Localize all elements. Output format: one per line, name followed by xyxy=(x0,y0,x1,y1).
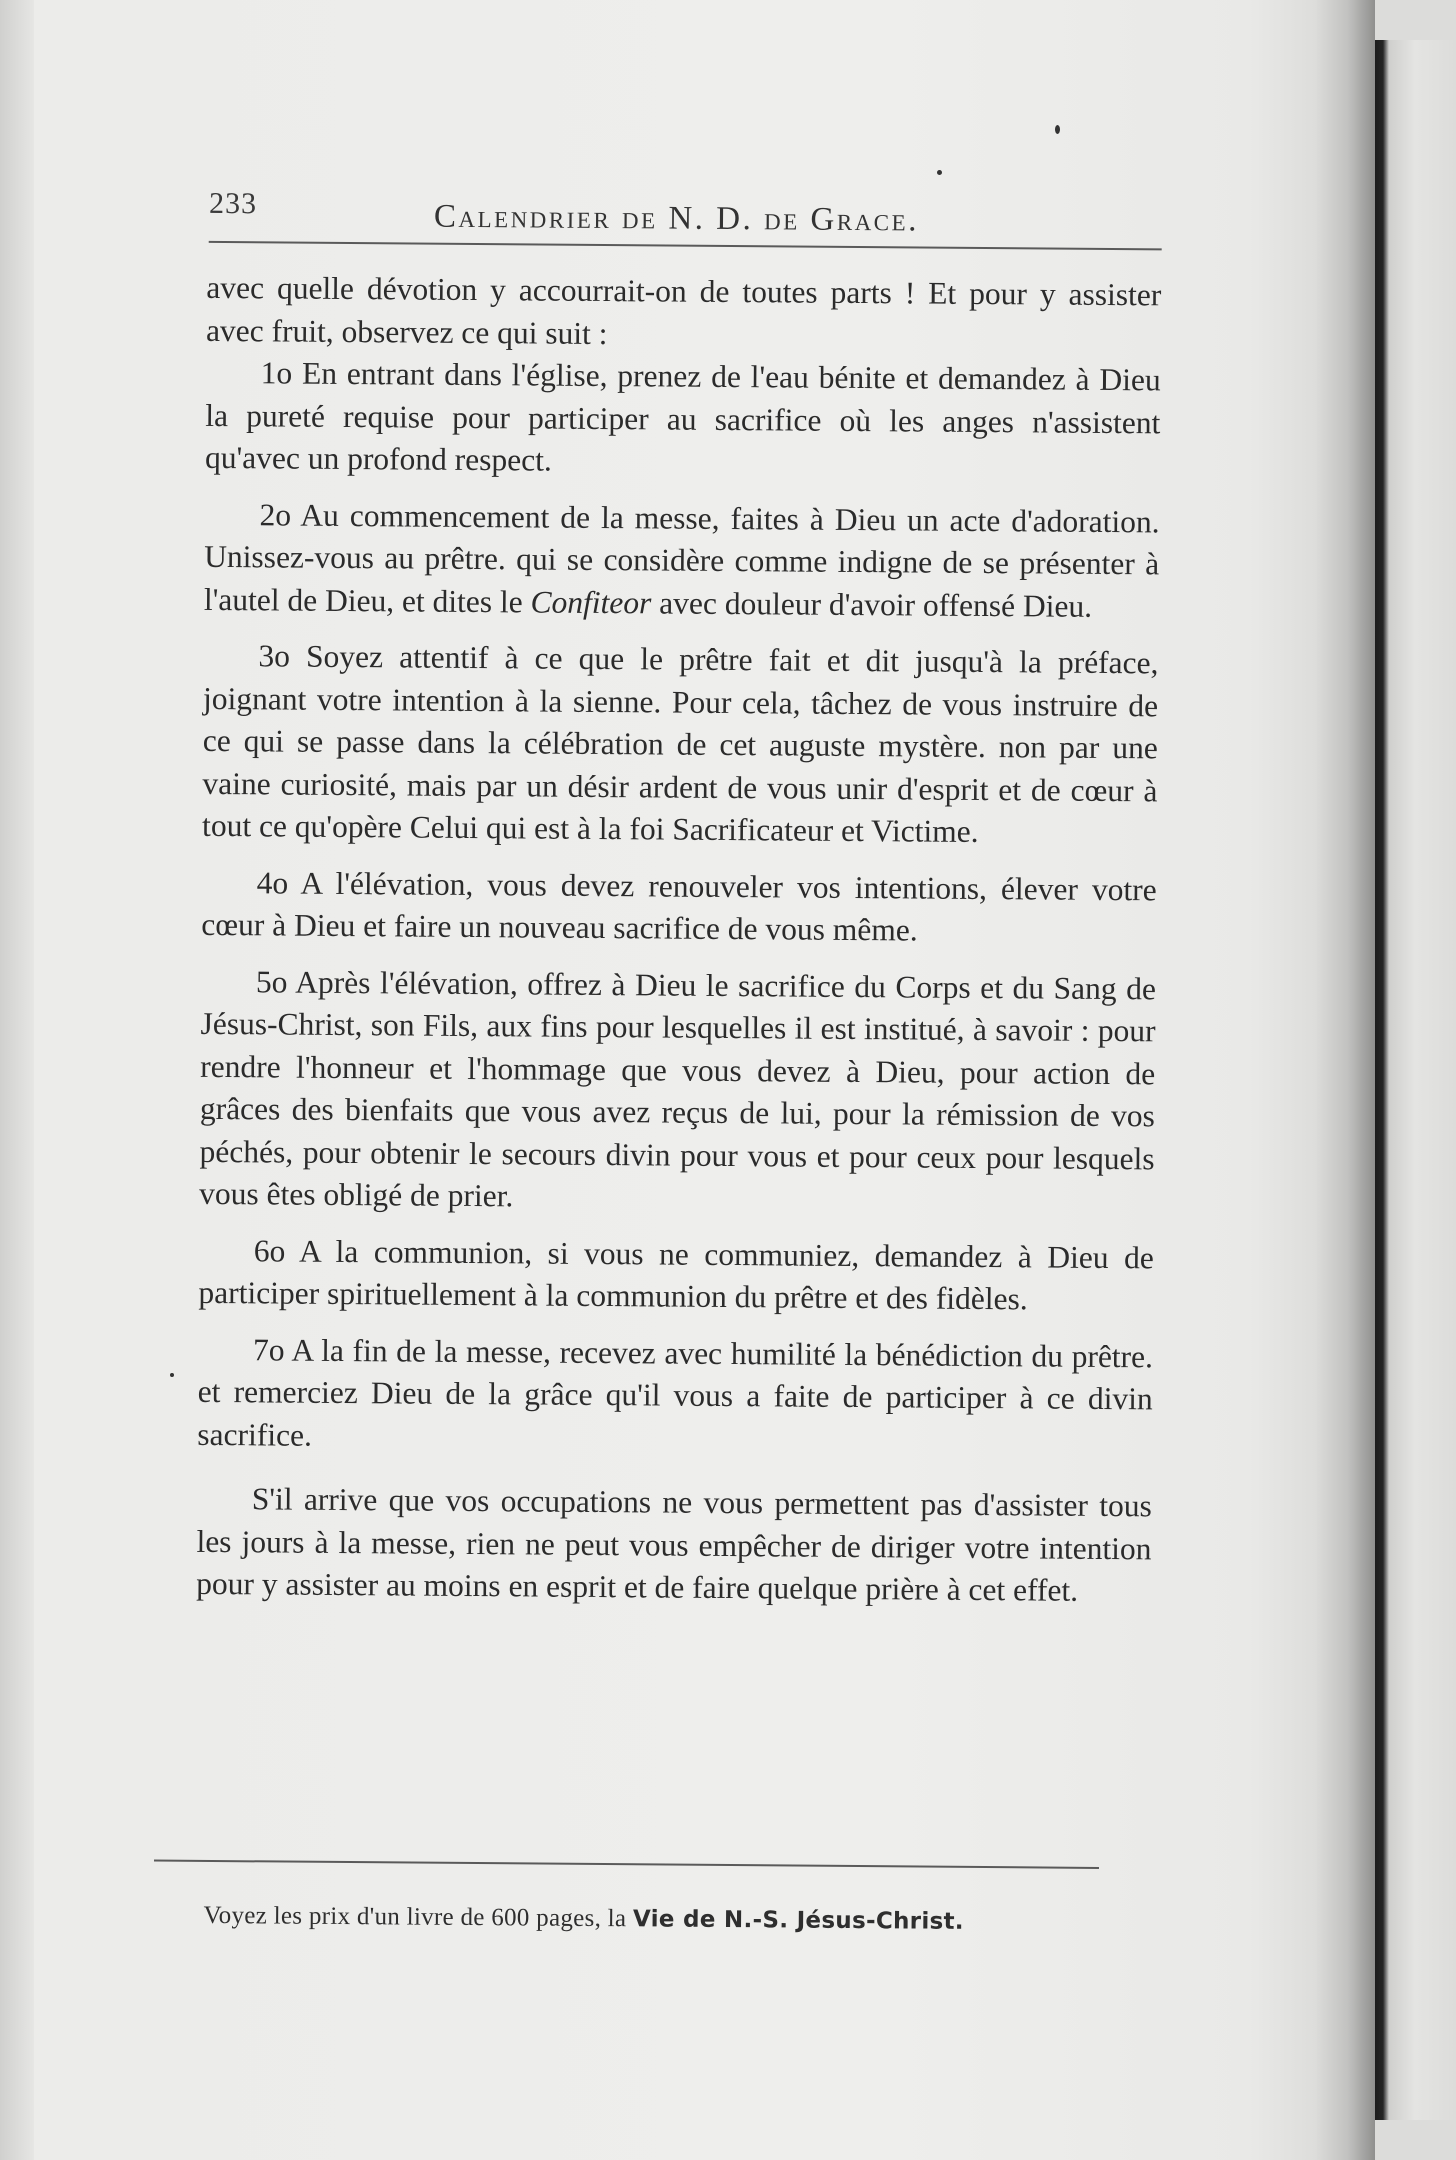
confiteor-italic: Confiteor xyxy=(530,583,652,620)
paragraph-1: 1o En entrant dans l'église, prenez de l'eau bénite et demandez à Dieu la pureté requise pour participer au sacrifice où les anges n'assistent qu'avec un profond respect. xyxy=(204,355,1161,478)
footer-rule xyxy=(154,1860,1099,1869)
scan-speck xyxy=(1055,125,1060,134)
running-head xyxy=(209,179,1164,246)
paragraph-4: 4o A l'élévation, vous devez renouveler vos intentions, élever votre cœur à Dieu et faire un nouveau sacrifice de vous même. xyxy=(201,864,1157,948)
paragraph-2 xyxy=(204,493,1160,628)
footer-note-title: Vie de N.-S. Jésus-Christ. xyxy=(632,1906,964,1935)
body-text xyxy=(196,267,1161,1613)
paragraph-2-text: 2o Au commencement de la messe, faites à Dieu un acte d'adoration. Unissez-vous au prêtre. qui se considère comme indigne de se présenter à l'autel de Dieu, et dites le xyxy=(203,496,1160,619)
paragraph-closing: S'il arrive que vos occupations ne vous permettent pas d'assister tous les jours à la messe, rien ne peut vous empêcher de diriger votre intention pour y assister au moins en esprit et de faire quelque prière à cet effet. xyxy=(196,1481,1152,1608)
scan-speck xyxy=(170,1373,174,1377)
running-title: Calendrier de N. D. de Grace. xyxy=(433,198,920,239)
paragraph-2-end: avec douleur d'avoir offensé Dieu. xyxy=(659,584,1093,624)
scan-speck xyxy=(937,170,942,175)
paragraph-opening: avec quelle dévotion y accourrait-on de toutes parts ! Et pour y assister avec fruit, observez ce qui suit : xyxy=(205,269,1162,351)
spine-shadow xyxy=(1315,0,1375,2160)
paragraph-6: 6o A la communion, si vous ne communiez, demandez à Dieu de participer spirituellement à la communion du prêtre et des fidèles. xyxy=(198,1232,1154,1317)
facing-page-edge xyxy=(1375,40,1456,2120)
footer-note xyxy=(203,1902,1103,1937)
paragraph-5: 5o Après l'élévation, offrez à Dieu le sacrifice du Corps et du Sang de Jésus-Christ, son Fils, aux fins pour lesquelles il est institué, à savoir : pour rendre l'honneur et l'hommage que vous devez à Dieu, pour action de grâces des bienfaits que vous avez reçus de lui, pour la rémission de vos péchés, pour obtenir le secours divin pour vous et pour ceux pour lesquels vous êtes obligé de prier. xyxy=(199,963,1157,1214)
paragraph-7: 7o A la fin de la messe, recevez avec humilité la bénédiction du prêtre. et remerciez Dieu de la grâce qu'il vous a faite de participer à ce divin sacrifice. xyxy=(197,1331,1154,1453)
page-number: 233 xyxy=(208,186,258,221)
footer-note-text: Voyez les prix d'un livre de 600 pages, la xyxy=(203,1901,627,1933)
paragraph-3: 3o Soyez attentif à ce que le prêtre fait et dit jusqu'à la préface, joignant votre intention à la sienne. Pour cela, tâchez de vous instruire de ce qui se passe dans la célébration de cet auguste mystère. non par une vaine curiosité, mais par un désir ardent de vous unir d'esprit et de cœur à tout ce qu'opère Celui qui est à la foi Sacrificateur et Victime. xyxy=(202,638,1159,849)
